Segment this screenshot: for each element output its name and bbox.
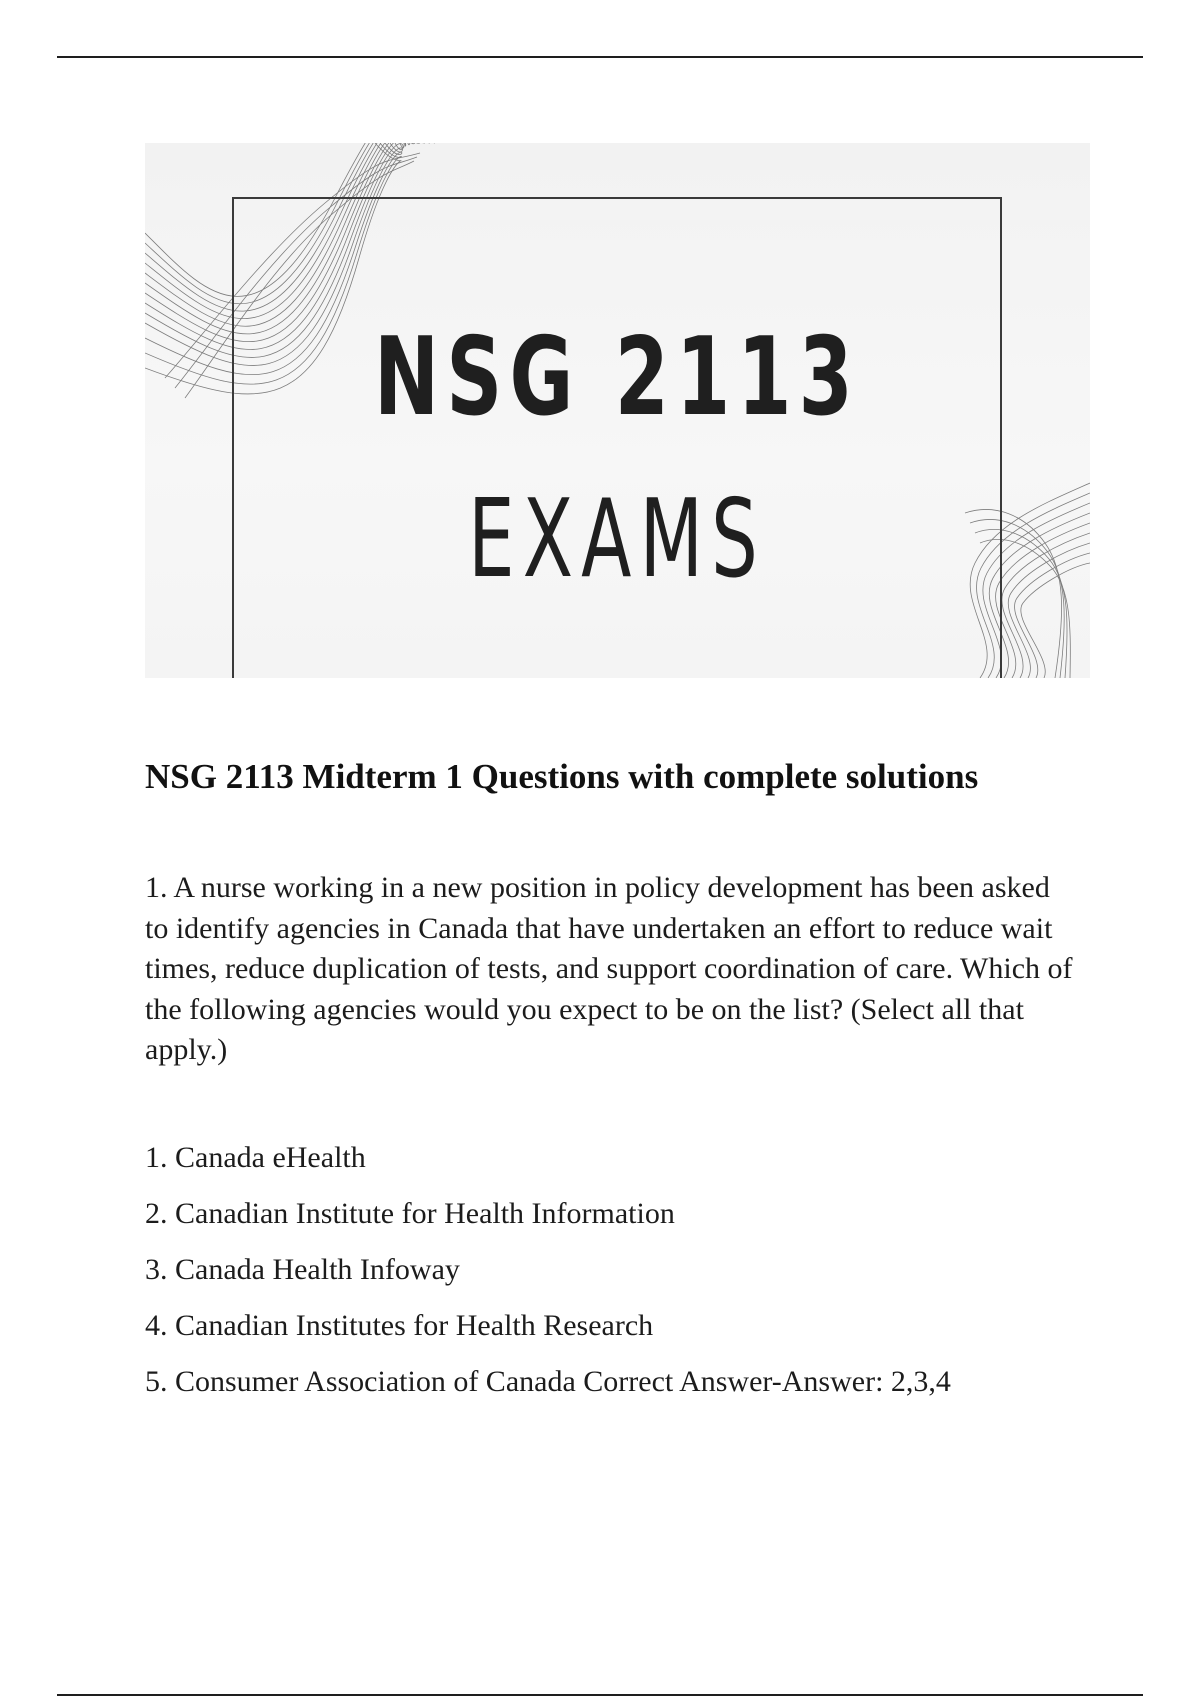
bottom-rule xyxy=(57,1694,1143,1696)
question-text: 1. A nurse working in a new position in policy development has been asked to identify agencies in Canada that have undertaken an effort to reduce wait times, reduce duplication of tests, and support coordination of care. Which of the following agencies would you expect to be on the list? (Select all that apply.) xyxy=(145,871,1073,1066)
document-title: NSG 2113 Midterm 1 Questions with complete solutions xyxy=(145,757,979,796)
cover-title-course-code: NSG 2113 xyxy=(373,315,860,440)
answer-option: 3. Canada Health Infoway xyxy=(145,1253,460,1286)
top-rule xyxy=(57,56,1143,58)
answer-options-list xyxy=(145,1138,1095,1418)
cover-title-exams: EXAMS xyxy=(468,477,766,602)
answer-option: 2. Canadian Institute for Health Information xyxy=(145,1197,675,1230)
answer-option: 5. Consumer Association of Canada Correct Answer-Answer: 2,3,4 xyxy=(145,1365,951,1398)
answer-option: 1. Canada eHealth xyxy=(145,1141,366,1174)
cover-image xyxy=(145,143,1090,678)
answer-option: 4. Canadian Institutes for Health Research xyxy=(145,1309,654,1342)
